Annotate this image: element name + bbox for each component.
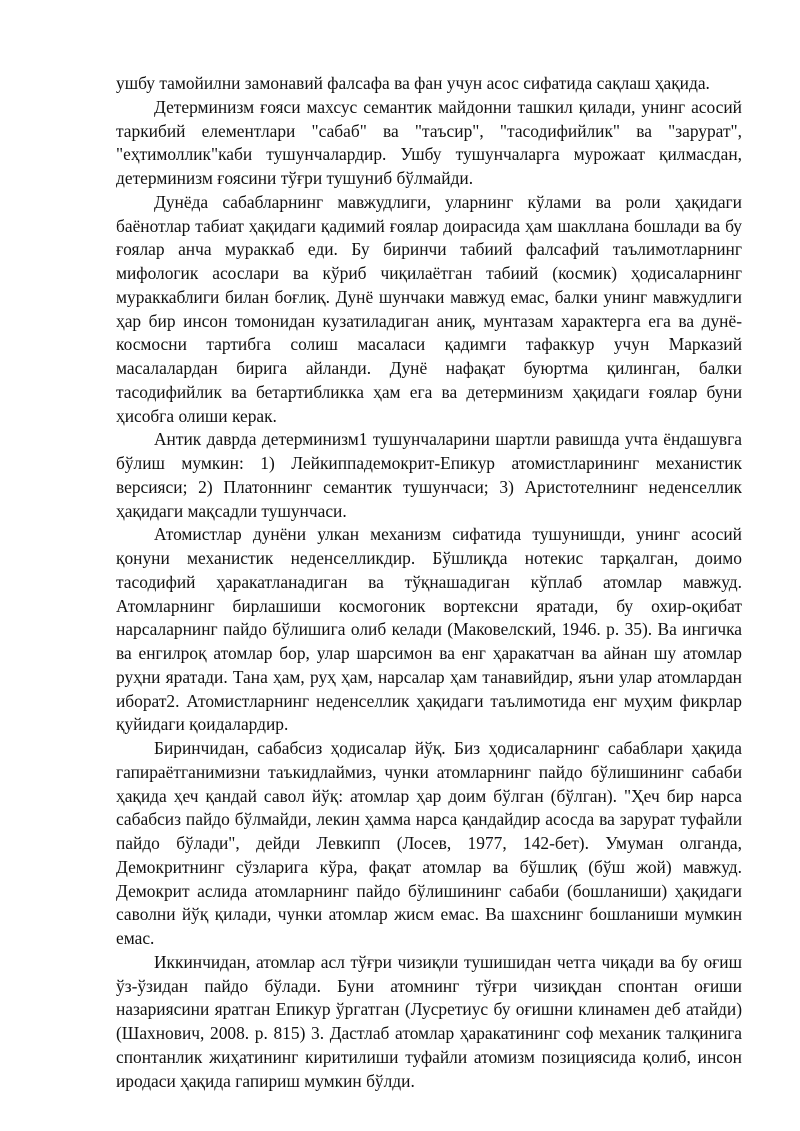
paragraph-continuation: ушбу тамойилни замонавий фалсафа ва фан учун асос сифатида сақлаш ҳақида. [116,73,710,93]
paragraph-determinism-idea: Детерминизм ғояси махсус семантик майдонни ташкил қилади, унинг асосий таркибий елементлари "сабаб" ва "таъсир", "тасодифийлик" ва "зарурат", "еҳтимоллик"каби тушунчалардир. Ушбу тушунчаларга мурожаат қилмасдан, детерминизм ғоясини тўғри тушуниб бўлмайди. [116,96,742,188]
paragraph-antique-approaches: Антик даврда детерминизм1 тушунчаларини шартли равишда учта ёндашувга бўлиш мумкин: 1) Лейкиппадемокрит-Епикур атомистларининг механистик версияси; 2) Платоннинг семантик тушунчаси; 3) Аристотелнинг неденселлик ҳақидаги мақсадли тушунчаси. [116,429,742,521]
paragraph-atomists: Атомистлар дунёни улкан механизм сифатида тушунишди, унинг асосий қонуни механистик неденселликдир. Бўшлиқда нотекис тарқалган, доимо тасодифий ҳаракатланадиган ва тўқнашадиган кўплаб атомлар мавжуд. Атомларнинг бирлашиши космогоник вортексни яратади, бу охир-оқибат нарсаларнинг пайдо бўлишига олиб келади (Маковелский, 1946. р. 35). Ва ингичка ва енгилроқ атомлар бор, улар шарсимон ва енг ҳаракатчан ва айнан шу атомлар руҳни яратади. Тана ҳам, руҳ ҳам, нарсалар ҳам танавийдир, яъни улар атомлардан иборат2. Атомистларнинг неденселлик ҳақидаги таълимотида енг муҳим фикрлар қуйидаги қоидалардир. [116,524,742,735]
document-page [116,72,742,1093]
paragraph-firstly: Биринчидан, сабабсиз ҳодисалар йўқ. Биз ҳодисаларнинг сабаблари ҳақида гапираётганимизни таъкидлаймиз, чунки атомларнинг пайдо бўлишининг сабаби ҳақида ҳеч қандай савол йўқ: атомлар ҳар доим бўлган (бўлган). "Ҳеч бир нарса сабабсиз пайдо бўлмайди, лекин ҳамма нарса қандайдир асосда ва зарурат туфайли пайдо бўлади", дейди Левкипп (Лосев, 1977, 142-бет). Умуман олганда, Демокритнинг сўзларига кўра, фақат атомлар ва бўшлиқ (бўш жой) мавжуд. Демокрит аслида атомларнинг пайдо бўлишининг сабаби (бошланиши) ҳақидаги саволни йўқ қилади, чунки атомлар жисм емас. Ва шахснинг бошланиши мумкин емас. [116,738,742,948]
paragraph-secondly: Иккинчидан, атомлар асл тўғри чизиқли тушишидан четга чиқади ва бу оғиш ўз-ўзидан пайдо бўлади. Буни атомнинг тўғри чизиқдан спонтан оғиши назариясини яратган Епикур ўргатган (Лусретиус бу оғишни клинамен деб атайди) (Шахнович, 2008. р. 815) 3. Дастлаб атомлар ҳаракатининг соф механик талқинига спонтанлик жиҳатининг киритилиши туфайли атомизм позициясида қолиб, инсон иродаси ҳақида гапириш мумкин бўлди. [116,951,742,1091]
paragraph-causes-in-world: Дунёда сабабларнинг мавжудлиги, уларнинг кўлами ва роли ҳақидаги баёнотлар табиат ҳақидаги қадимий ғоялар доирасида ҳам шакллана бошлади ва бу ғоялар анча мураккаб еди. Бу биринчи табиий фалсафий таълимотларнинг мифологик асослари ва кўриб чиқилаётган табиий (космик) ҳодисаларнинг мураккаблиги билан боғлиқ. Дунё шунчаки мавжуд емас, балки унинг мавжудлиги ҳар бир инсон томонидан кузатиладиган аниқ, мунтазам характерга ега ва дунё-космосни тартибга солиш масаласи қадимги тафаккур учун Марказий масалалардан бирига айланди. Дунё нафақат буюртма қилинган, балки тасодифийлик ва бетартибликка ҳам ега ва детерминизм ҳақидаги ғоялар буни ҳисобга олиши керак. [116,191,742,426]
